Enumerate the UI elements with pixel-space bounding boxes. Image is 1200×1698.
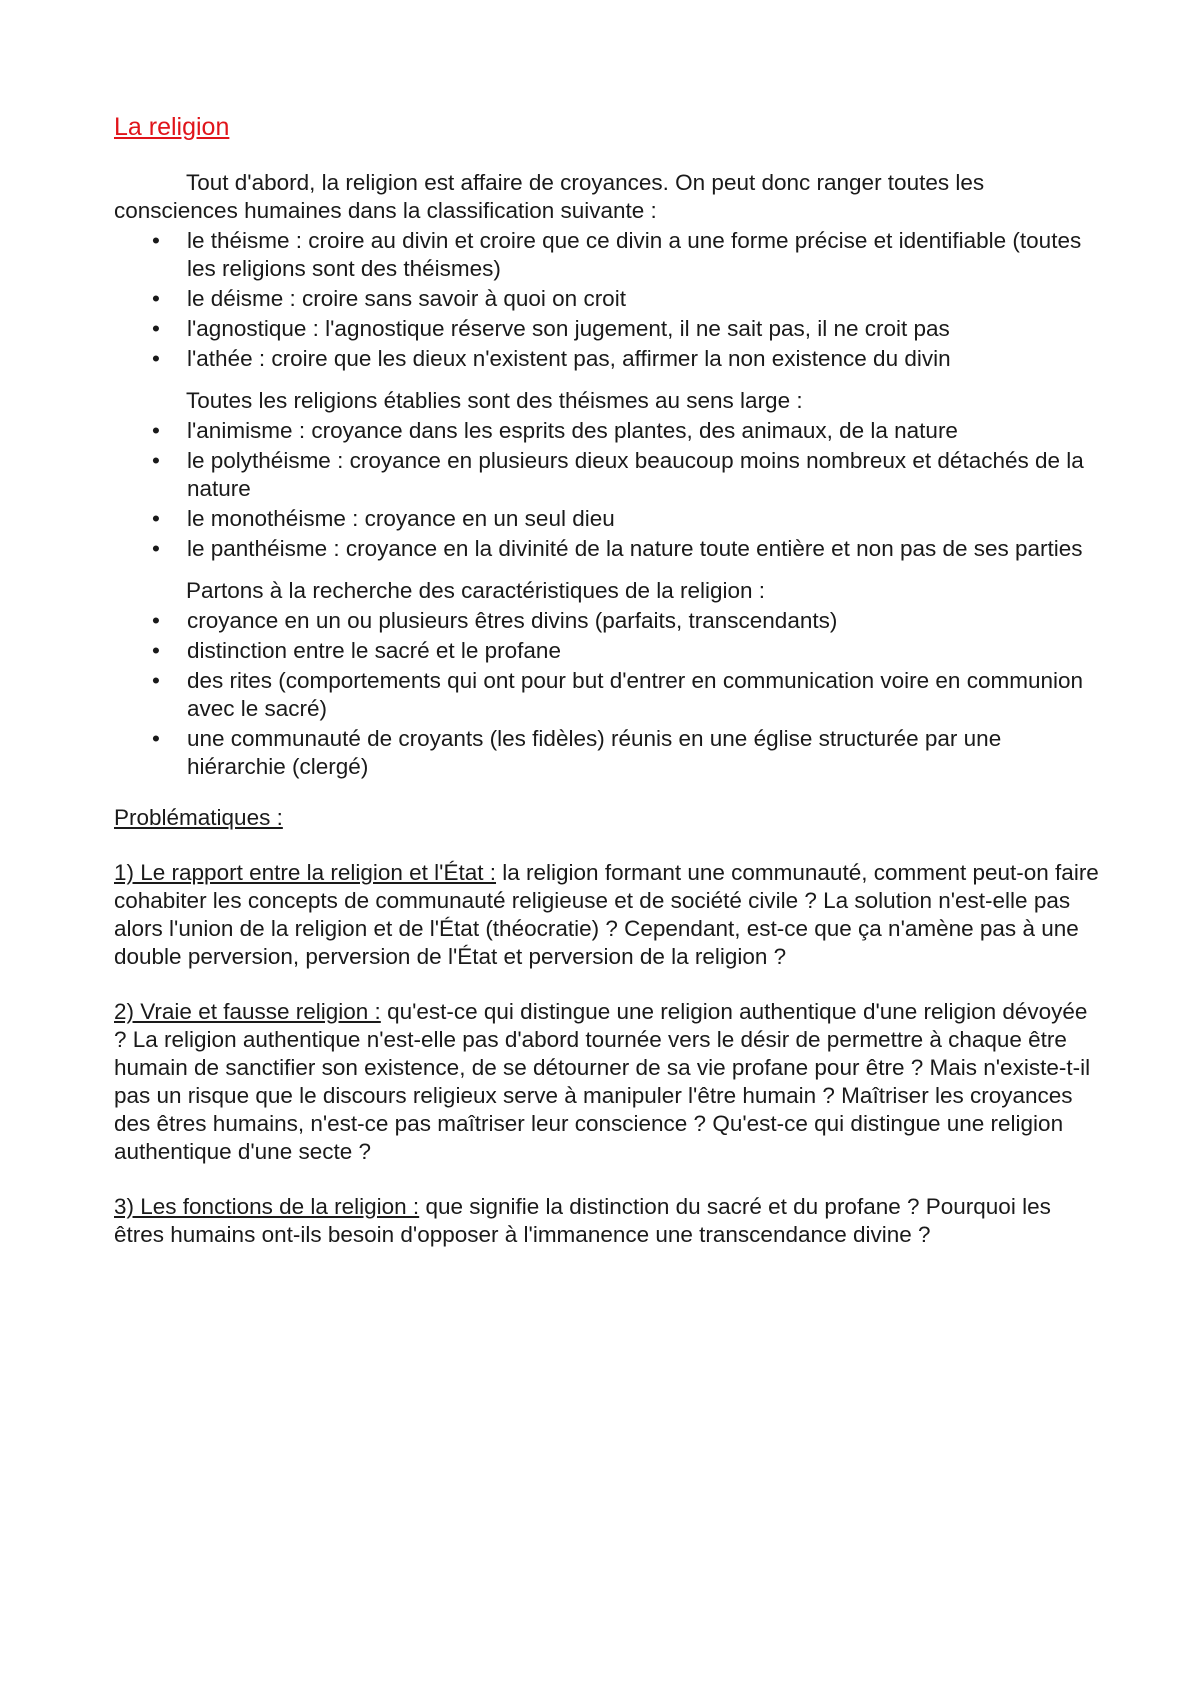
list-item-text: distinction entre le sacré et le profane [187,638,561,663]
bullet-icon: • [152,726,160,751]
problems-heading: Problématiques : [114,805,283,830]
problem-text: qu'est-ce qui distingue une religion authentique d'une religion dévoyée ? La religion authentique n'est-elle pas d'abord tournée vers le désir de permettre à chaque être humain de sanctifier son existence, de se détourner de sa vie profane pour être ? Mais n'existe-t-il pas un risque que le discours religieux serve à manipuler l'être humain ? Maîtriser les croyances des êtres humains, n'est-ce pas maîtriser leur conscience ? Qu'est-ce qui distingue une religion authentique d'une secte ? [114,999,1091,1164]
intro-paragraph-2: Toutes les religions établies sont des théismes au sens large : [186,388,803,413]
list-item [114,227,1099,283]
list-item-text: croyance en un ou plusieurs êtres divins (parfaits, transcendants) [187,608,838,633]
intro-paragraph-3: Partons à la recherche des caractéristiques de la religion : [186,578,766,603]
theism-types-list [114,417,1099,563]
bullet-icon: • [152,228,160,253]
list-item [114,417,1099,445]
list-item-text: des rites (comportements qui ont pour but d'entrer en communication voire en communion avec le sacré) [187,668,1083,721]
bullet-icon: • [152,638,160,663]
list-item-text: l'athée : croire que les dieux n'existent pas, affirmer la non existence du divin [187,346,951,371]
bullet-icon: • [152,668,160,693]
classification-list [114,227,1099,373]
problem-paragraph-1 [114,859,1099,971]
bullet-icon: • [152,506,160,531]
intro-paragraph-1: Tout d'abord, la religion est affaire de croyances. On peut donc ranger toutes les consciences humaines dans la classification suivante : [114,170,985,223]
list-item [114,345,1099,373]
problem-text: la religion formant une communauté, comment peut-on faire cohabiter les concepts de communauté religieuse et de société civile ? La solution n'est-elle pas alors l'union de la religion et de l'État (théocratie) ? Cependant, est-ce que ça n'amène pas à une double perversion, perversion de l'État et perversion de la religion ? [114,860,1099,969]
list-item-text: l'animisme : croyance dans les esprits des plantes, des animaux, de la nature [187,418,958,443]
characteristics-list [114,607,1099,781]
list-item [114,535,1099,563]
list-item [114,315,1099,343]
problem-text: que signifie la distinction du sacré et du profane ? Pourquoi les êtres humains ont-ils besoin d'opposer à l'immanence une transcendance divine ? [114,1194,1051,1247]
list-item-text: une communauté de croyants (les fidèles) réunis en une église structurée par une hiérarchie (clergé) [187,726,1002,779]
bullet-icon: • [152,448,160,473]
bullet-icon: • [152,418,160,443]
document-title: La religion [114,113,230,141]
list-item [114,607,1099,635]
problem-paragraph-3 [114,1193,1099,1249]
list-item [114,447,1099,503]
problem-paragraph-2 [114,998,1099,1166]
list-item-text: l'agnostique : l'agnostique réserve son jugement, il ne sait pas, il ne croit pas [187,316,950,341]
bullet-icon: • [152,608,160,633]
list-item-text: le monothéisme : croyance en un seul dieu [187,506,615,531]
problem-title: 3) Les fonctions de la religion : [114,1194,420,1219]
document-page [114,112,1099,1249]
problem-title: 2) Vraie et fausse religion : [114,999,381,1024]
problem-title: 1) Le rapport entre la religion et l'État : [114,860,497,885]
bullet-icon: • [152,536,160,561]
list-item [114,667,1099,723]
bullet-icon: • [152,346,160,371]
list-item-text: le panthéisme : croyance en la divinité de la nature toute entière et non pas de ses parties [187,536,1083,561]
list-item [114,505,1099,533]
list-item [114,725,1099,781]
bullet-icon: • [152,286,160,311]
list-item-text: le polythéisme : croyance en plusieurs dieux beaucoup moins nombreux et détachés de la nature [187,448,1084,501]
bullet-icon: • [152,316,160,341]
list-item [114,285,1099,313]
list-item [114,637,1099,665]
list-item-text: le déisme : croire sans savoir à quoi on croit [187,286,626,311]
list-item-text: le théisme : croire au divin et croire que ce divin a une forme précise et identifiable (toutes les religions sont des théismes) [187,228,1082,281]
